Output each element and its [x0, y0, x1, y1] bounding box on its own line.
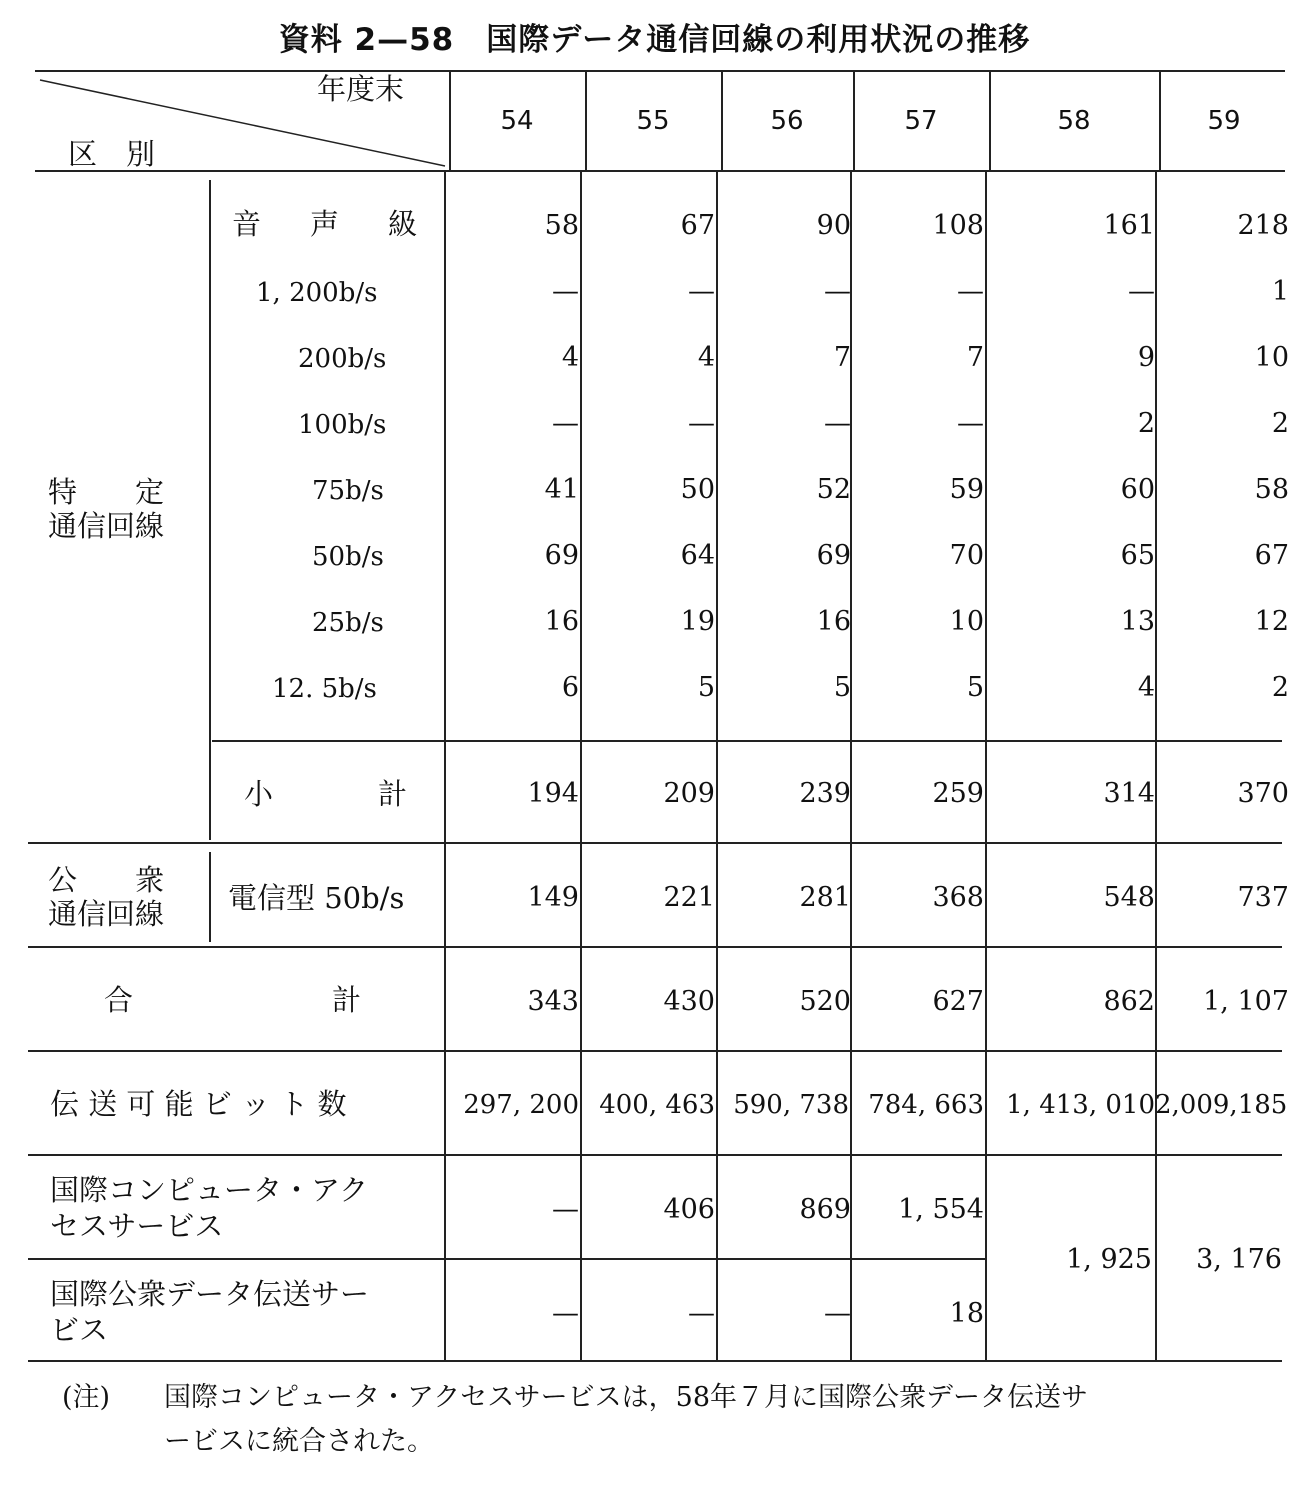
cell: 70	[949, 540, 984, 571]
cell: 590, 738	[733, 1090, 849, 1120]
cell: —	[688, 276, 715, 307]
cell: 221	[663, 882, 715, 913]
cell: —	[957, 276, 984, 307]
cell: 16	[544, 606, 579, 637]
cell: 1	[1271, 276, 1289, 307]
cell: 297, 200	[463, 1090, 579, 1120]
public-top-rule	[28, 842, 1282, 844]
cell: 90	[816, 210, 851, 241]
row-label: 伝 送 可 能 ビ ッ ト 数	[50, 1087, 347, 1121]
year-54: 54	[500, 106, 534, 136]
cell: 1, 413, 010	[1006, 1090, 1155, 1120]
col-rule	[580, 170, 582, 1360]
group-tokutei-line2: 通信回線	[48, 509, 165, 543]
category-label: 区 別	[68, 137, 156, 171]
cell: 5	[833, 672, 851, 703]
cell: 6	[561, 672, 579, 703]
cell: 281	[799, 882, 851, 913]
merged-cell-59: 3, 176	[1196, 1244, 1282, 1275]
cell: 161	[1103, 210, 1155, 241]
cell: 400, 463	[599, 1090, 715, 1120]
cell: 9	[1137, 342, 1155, 373]
cell: 869	[799, 1194, 851, 1225]
cell: 368	[932, 882, 984, 913]
col-rule	[989, 70, 991, 170]
col-rule	[1155, 170, 1157, 1360]
cell: 520	[799, 986, 851, 1017]
cell: —	[824, 408, 851, 439]
year-55: 55	[636, 106, 670, 136]
cell: 2	[1137, 408, 1155, 439]
col-rule	[716, 170, 718, 1360]
cell: 406	[663, 1194, 715, 1225]
bits-top-rule	[28, 1050, 1282, 1052]
row-label-line2: セスサービス	[50, 1209, 224, 1243]
page-title: 資料 2—58 国際データ通信回線の利用状況の推移	[278, 22, 1031, 58]
cell: 64	[680, 540, 715, 571]
row-label-line1: 国際公衆データ伝送サー	[50, 1277, 370, 1311]
note-line2: ービスに統合された。	[164, 1426, 434, 1457]
cell: 149	[527, 882, 579, 913]
cell: 2	[1271, 672, 1289, 703]
row-label-line1: 国際コンピュータ・アク	[50, 1173, 369, 1207]
cell: 370	[1237, 778, 1289, 809]
cell: —	[552, 1194, 579, 1225]
cell: 2,009,185	[1155, 1090, 1288, 1120]
cell: 52	[816, 474, 851, 505]
cell: 10	[949, 606, 984, 637]
subtotal-label-a: 小	[244, 777, 274, 811]
col-rule	[585, 70, 587, 170]
cell: 58	[544, 210, 579, 241]
subtotal-top-rule	[212, 740, 1282, 742]
year-59: 59	[1207, 106, 1241, 136]
cell: —	[552, 408, 579, 439]
cell: 69	[544, 540, 579, 571]
row-label-line2: ビス	[50, 1313, 109, 1347]
cell: 343	[527, 986, 579, 1017]
header-bottom-rule	[35, 170, 1285, 172]
row-label: 12. 5b/s	[272, 674, 377, 704]
note-marker: (注)	[62, 1382, 111, 1413]
service-mid-rule	[28, 1258, 985, 1260]
col-rule	[721, 70, 723, 170]
total-label-a: 合	[104, 983, 134, 1017]
cell: 12	[1254, 606, 1289, 637]
cell: 430	[663, 986, 715, 1017]
cell: 59	[949, 474, 984, 505]
cell: 69	[816, 540, 851, 571]
year-57: 57	[904, 106, 938, 136]
cell: 5	[697, 672, 715, 703]
cell: 1, 107	[1203, 986, 1289, 1017]
row-label: 200b/s	[298, 344, 387, 374]
cell: 67	[680, 210, 715, 241]
cell: 784, 663	[868, 1090, 984, 1120]
cell: —	[824, 1298, 851, 1329]
group-rule	[209, 180, 211, 840]
cell: 5	[966, 672, 984, 703]
year-58: 58	[1057, 106, 1091, 136]
cell: 194	[527, 778, 579, 809]
group-koshu-line2: 通信回線	[48, 897, 165, 931]
cell: 218	[1237, 210, 1289, 241]
row-label: 音 声 級	[232, 207, 428, 241]
cell: 239	[799, 778, 851, 809]
cell: 314	[1103, 778, 1155, 809]
cell: 548	[1103, 882, 1155, 913]
cell: 627	[932, 986, 984, 1017]
total-label-b: 計	[332, 983, 362, 1017]
row-label: 100b/s	[298, 410, 387, 440]
subtotal-label-b: 計	[378, 777, 408, 811]
cell: 209	[663, 778, 715, 809]
cell: 737	[1237, 882, 1289, 913]
cell: —	[957, 408, 984, 439]
cell: 2	[1271, 408, 1289, 439]
col-rule	[444, 170, 446, 1360]
cell: 259	[932, 778, 984, 809]
cell: 58	[1254, 474, 1289, 505]
cell: 19	[680, 606, 715, 637]
group-tokutei-line1: 特 定	[48, 475, 165, 509]
cell: 16	[816, 606, 851, 637]
col-rule	[449, 70, 451, 170]
col-rule	[853, 70, 855, 170]
row-label: 75b/s	[312, 476, 384, 506]
cell: 7	[833, 342, 851, 373]
note-line1: 国際コンピュータ・アクセスサービスは，58年７月に国際公衆データ伝送サ	[164, 1382, 1089, 1413]
merged-cell-58: 1, 925	[1066, 1244, 1152, 1275]
cell: 65	[1120, 540, 1155, 571]
cell: 862	[1103, 986, 1155, 1017]
cell: 18	[949, 1298, 984, 1329]
group-koshu-line1: 公 衆	[48, 863, 165, 897]
cell: 108	[932, 210, 984, 241]
group-rule	[209, 852, 211, 942]
col-rule	[1159, 70, 1161, 170]
cell: 1, 554	[898, 1194, 984, 1225]
cell: —	[688, 1298, 715, 1329]
cell: 4	[697, 342, 715, 373]
cell: 4	[561, 342, 579, 373]
cell: —	[688, 408, 715, 439]
row-label: 電信型 50b/s	[228, 881, 405, 915]
cell: 60	[1120, 474, 1155, 505]
cell: —	[1128, 276, 1155, 307]
cell: 50	[680, 474, 715, 505]
cell: —	[552, 1298, 579, 1329]
col-rule	[985, 170, 987, 1360]
cell: —	[824, 276, 851, 307]
table-bottom-rule	[28, 1360, 1282, 1362]
row-label: 25b/s	[312, 608, 384, 638]
cell: 41	[544, 474, 579, 505]
cell: 67	[1254, 540, 1289, 571]
year-label: 年度末	[317, 72, 405, 106]
service-top-rule	[28, 1154, 1282, 1156]
row-label: 50b/s	[312, 542, 384, 572]
cell: 7	[966, 342, 984, 373]
row-label: 1, 200b/s	[256, 278, 378, 308]
cell: —	[552, 276, 579, 307]
cell: 4	[1137, 672, 1155, 703]
cell: 10	[1254, 342, 1289, 373]
total-top-rule	[28, 946, 1282, 948]
cell: 13	[1120, 606, 1155, 637]
year-56: 56	[770, 106, 804, 136]
